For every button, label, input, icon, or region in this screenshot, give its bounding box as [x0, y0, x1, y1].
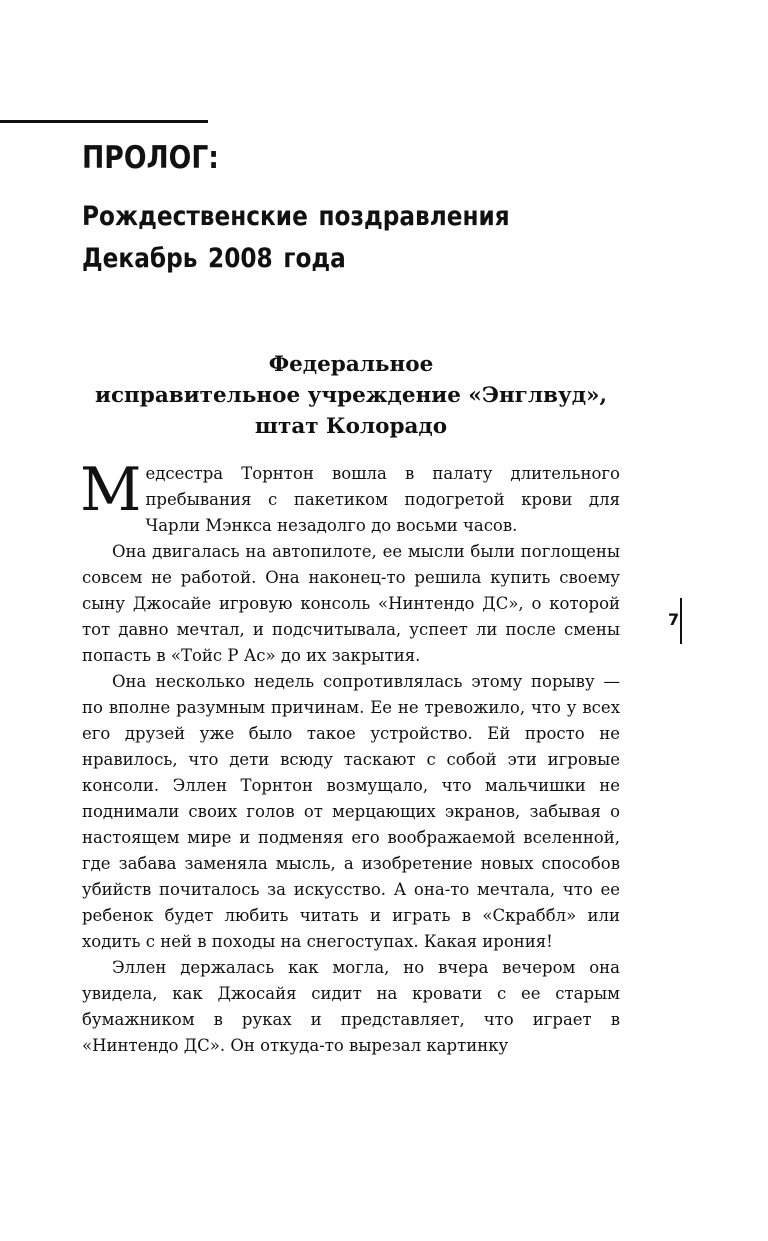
paragraph-1 — [80, 455, 620, 539]
drop-cap: М — [80, 455, 142, 525]
location-line-1: Федеральное — [268, 352, 434, 377]
subtitle-line-2: Декабрь 2008 года — [82, 243, 346, 274]
chapter-top-rule — [0, 120, 208, 123]
location-line-2: исправительное учреждение «Энглвуд», — [95, 383, 607, 408]
location-heading — [82, 349, 620, 442]
paragraph-2: Она двигалась на автопилоте, ее мысли были поглощены совсем не работой. Она наконец-то решила купить своему сыну Джосайе игровую консоль «Нинтендо ДС», о которой тот давно мечтал, и подсчитывала, успеет ли после смены попасть в «Тойс Р Ас» до их закрытия. — [82, 542, 620, 665]
page-number: 7 — [668, 610, 680, 629]
paragraph-1-text: едсестра Торнтон вошла в палату длительного пребывания с пакетиком подогретой крови для Чарли Мэнкса незадолго до восьми часов. — [145, 464, 620, 535]
location-line-3: штат Колорадо — [254, 414, 448, 439]
subtitle-line-1: Рождественские поздравления — [82, 201, 510, 232]
paragraph-4: Эллен держалась как могла, но вчера вечером она увидела, как Джосайя сидит на кровати с ее старым бумажником в руках и представляет, что играет в «Нинтендо ДС». Он откуда-то вырезал картинку — [82, 958, 620, 1055]
page-number-rule — [680, 598, 682, 644]
chapter-subtitle — [82, 196, 510, 280]
paragraph-3: Она несколько недель сопротивлялась этому порыву — по вполне разумным причинам. Ее не тревожило, что у всех его друзей уже было такое устройство. Ей просто не нравилось, что дети всюду таскают с собой эти игровые консоли. Эллен Торнтон возмущало, что мальчишки не поднимали своих голов от мерцающих экранов, забывая о настоящем мире и подменяя его воображаемой вселенной, где забава заменяла мысль, а изобретение новых способов убийств почиталось за искусство. А она-то мечтала, что ее ребенок будет любить читать и играть в «Скраббл» или ходить с ней в походы на снегоступах. Какая ирония! — [82, 672, 620, 951]
chapter-heading: ПРОЛОГ: — [82, 140, 219, 176]
body-text — [80, 455, 620, 1059]
